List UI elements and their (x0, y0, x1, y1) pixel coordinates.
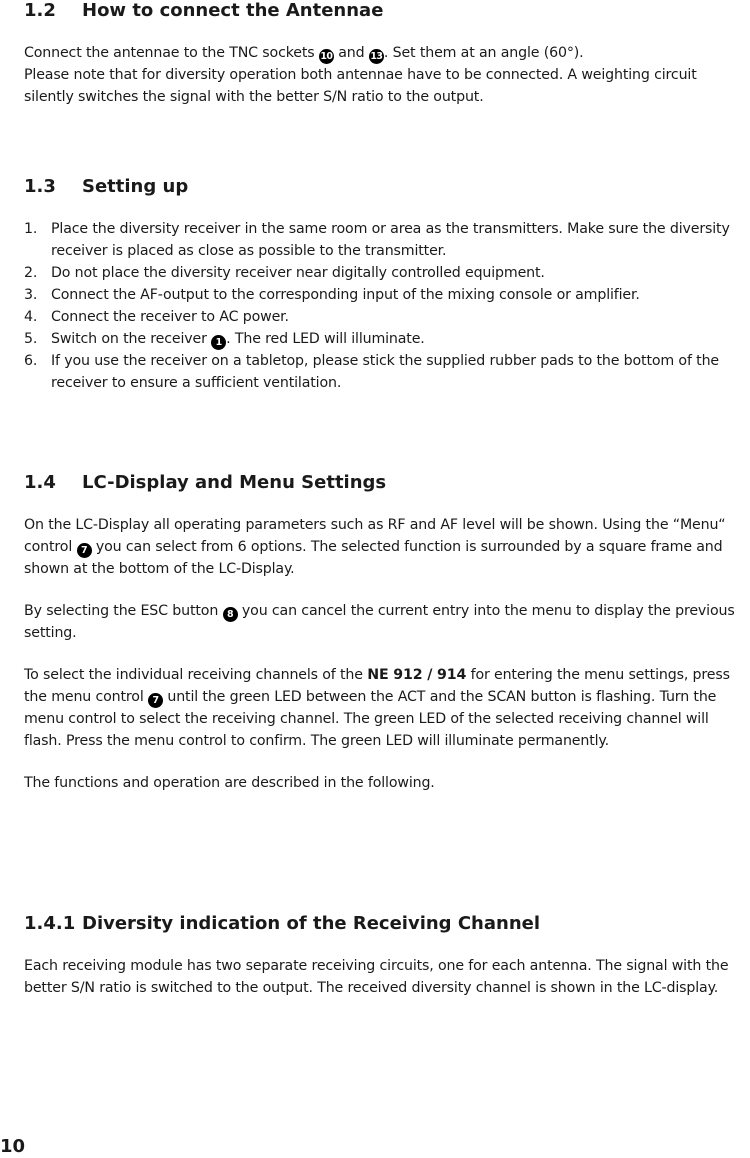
section-title: LC-Display and Menu Settings (82, 472, 387, 493)
text: for entering the menu settings, press the menu control (24, 667, 730, 705)
section-title: Diversity indication of the Receiving Channel (82, 913, 541, 934)
list-item-text: If you use the receiver on a tabletop, please stick the supplied rubber pads to the bottom of the receiver to ensure a sufficient ventilation. (51, 353, 719, 391)
list-item-text: Connect the receiver to AC power. (51, 309, 289, 325)
section-number: 1.4 (24, 472, 56, 493)
paragraph (24, 514, 742, 580)
reference-number-badge: 1 (211, 335, 226, 350)
text: Please note that for diversity operation both antennae have to be connected. A weighting circuit silently switches the signal with the better S/N ratio to the output. (24, 67, 697, 105)
list-item (24, 306, 742, 328)
reference-number-badge: 8 (223, 607, 238, 622)
section-1-2 (24, 0, 742, 108)
paragraph: Each receiving module has two separate receiving circuits, one for each antenna. The signal with the better S/N ratio is switched to the output. The received diversity channel is shown in the LC-display. (24, 958, 729, 996)
paragraph (24, 42, 742, 108)
reference-number-badge: 10 (320, 51, 333, 62)
list-item-text: Place the diversity receiver in the same room or area as the transmitters. Make sure the diversity receiver is placed as close as possible to the transmitter. (51, 221, 730, 259)
section-title: How to connect the Antennae (82, 0, 384, 21)
reference-number-badge: 7 (148, 693, 163, 708)
text: you can select from 6 options. The selected function is surrounded by a square frame and shown at the bottom of the LC-Display. (24, 539, 723, 577)
list-marker: 4. (24, 309, 38, 325)
list-item-text: Switch on the receiver (51, 331, 207, 347)
paragraph (24, 600, 742, 644)
list-marker: 3. (24, 287, 38, 303)
text: To select the individual receiving channels of the (24, 667, 363, 683)
list-item (24, 350, 742, 394)
section-number: 1.4.1 (24, 913, 76, 934)
text: you can cancel the current entry into the menu to display the previous setting. (24, 603, 735, 641)
list-item (24, 218, 742, 262)
list-item (24, 284, 742, 306)
text: Connect the antennae to the TNC sockets (24, 45, 315, 61)
model-name: NE 912 / 914 (367, 667, 467, 683)
section-1-3 (24, 176, 742, 394)
list-marker: 2. (24, 265, 38, 281)
section-number: 1.3 (24, 176, 56, 197)
list-item-text: Connect the AF-output to the corresponding input of the mixing console or amplifier. (51, 287, 640, 303)
list-marker: 5. (24, 331, 38, 347)
section-heading (24, 0, 742, 22)
section-heading (24, 176, 742, 198)
text: By selecting the ESC button (24, 603, 219, 619)
list-item (24, 262, 742, 284)
section-heading (24, 913, 742, 935)
list-marker: 1. (24, 221, 38, 237)
list-marker: 6. (24, 353, 38, 369)
text: On the LC-Display all operating parameters such as RF and AF level will be shown. Using the “Menu“ control (24, 517, 726, 555)
section-title: Setting up (82, 176, 189, 197)
section-1-4 (24, 472, 742, 794)
list-item (24, 328, 742, 350)
setup-steps-list (24, 218, 742, 394)
text: . Set them at an angle (60°). (383, 45, 584, 61)
page-number: 10 (0, 1136, 26, 1157)
reference-number-badge: 7 (77, 543, 92, 558)
text: until the green LED between the ACT and the SCAN button is flashing. Turn the menu control to select the receiving channel. The green LED of the selected receiving channel will flash. Press the menu control to confirm. The green LED will illuminate permanently. (24, 689, 717, 749)
list-item-text: . The red LED will illuminate. (226, 331, 425, 347)
reference-number-badge: 13 (370, 51, 383, 62)
paragraph: The functions and operation are described in the following. (24, 775, 435, 791)
paragraph (24, 664, 742, 752)
section-number: 1.2 (24, 0, 56, 21)
list-item-text: Do not place the diversity receiver near digitally controlled equipment. (51, 265, 545, 281)
section-1-4-1 (24, 913, 742, 999)
text: and (338, 45, 365, 61)
section-heading (24, 472, 742, 494)
